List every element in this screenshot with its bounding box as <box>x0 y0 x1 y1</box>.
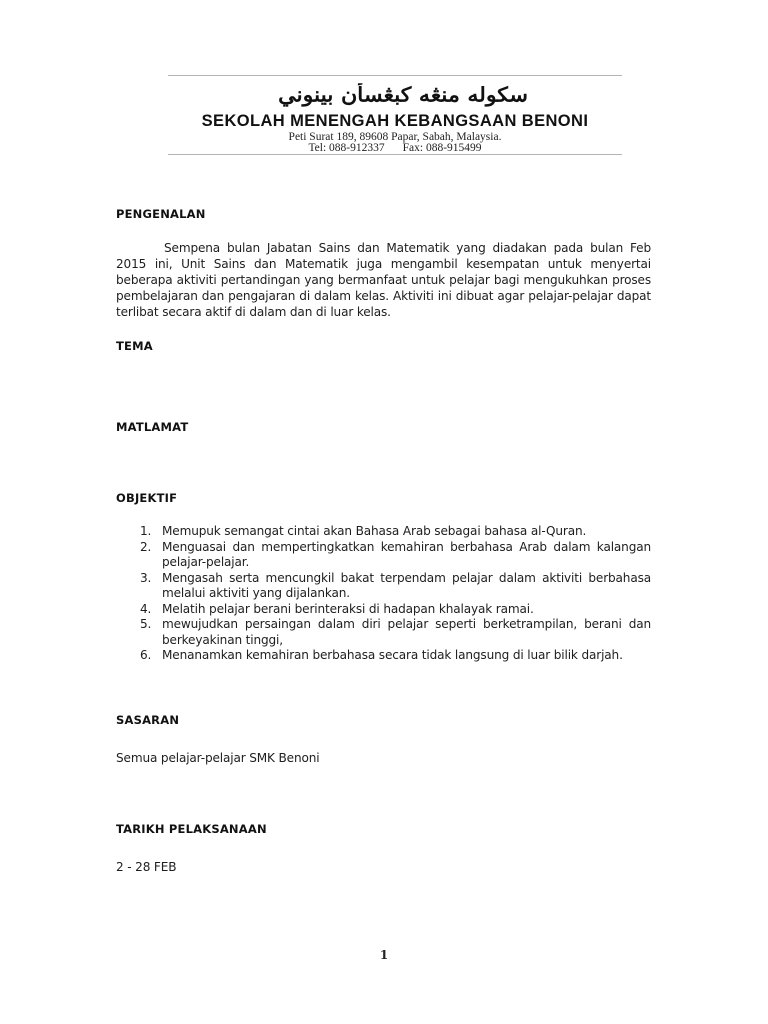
sasaran-text: Semua pelajar-pelajar SMK Benoni <box>116 751 320 765</box>
heading-tarikh-pelaksanaan: TARIKH PELAKSANAAN <box>116 822 267 836</box>
list-number: 4. <box>140 601 152 616</box>
objektif-item <box>140 524 651 540</box>
pengenalan-paragraph: Sempena bulan Jabatan Sains dan Matematik yang diadakan pada bulan Feb 2015 ini, Unit Sains dan Matematik juga mengambil kesempatan untuk menyertai beberapa aktiviti pertandingan yang bermanfaat untuk pelajar bagi mengukuhkan proses pembelajaran dan pengajaran di dalam kelas. Aktiviti ini dibuat agar pelajar-pelajar dapat terlibat secara aktif di dalam dan di luar kelas. <box>116 241 651 319</box>
list-number: 5. <box>140 617 152 631</box>
page-number: 1 <box>379 948 389 962</box>
heading-pengenalan: PENGENALAN <box>116 207 206 221</box>
list-number: 1. <box>140 524 152 538</box>
heading-matlamat: MATLAMAT <box>116 420 189 434</box>
heading-sasaran: SASARAN <box>116 713 180 727</box>
school-name-jawi: سكوله منڠه كبڠسأن بينوني <box>278 83 528 107</box>
school-fax: Fax: 088-915499 <box>402 142 482 154</box>
school-name: SEKOLAH MENENGAH KEBANGSAAN BENONI <box>201 112 589 130</box>
tarikh-text: 2 - 28 FEB <box>116 860 177 874</box>
heading-tema: TEMA <box>116 339 153 353</box>
objektif-item <box>140 571 651 602</box>
school-tel: Tel: 088-912337 <box>308 142 385 154</box>
school-address-block <box>168 132 622 154</box>
list-text: Menguasai dan mempertingkatkan kemahiran berbahasa Arab dalam kalangan pelajar-pelajar. <box>162 539 651 569</box>
list-text: Memupuk semangat cintai akan Bahasa Arab sebagai bahasa al-Quran. <box>162 524 587 538</box>
school-address: Peti Surat 189, 89608 Papar, Sabah, Malaysia. <box>288 131 502 143</box>
list-number: 2. <box>140 539 152 554</box>
objektif-list <box>140 524 651 664</box>
heading-objektif: OBJEKTIF <box>116 491 178 505</box>
list-text: Mengasah serta mencungkil bakat terpendam pelajar dalam aktiviti berbahasa melalui aktiviti yang dijalankan. <box>162 570 651 600</box>
objektif-item <box>140 602 651 618</box>
letterhead <box>168 75 622 155</box>
objektif-item <box>140 648 651 664</box>
list-text: mewujudkan persaingan dalam diri pelajar seperti berketrampilan, berani dan berkeyakinan tinggi, <box>162 617 651 647</box>
objektif-item <box>140 617 651 648</box>
list-number: 3. <box>140 570 152 585</box>
list-text: Melatih pelajar berani berinteraksi di hadapan khalayak ramai. <box>162 601 534 616</box>
list-text: Menanamkan kemahiran berbahasa secara tidak langsung di luar bilik darjah. <box>162 648 623 662</box>
objektif-item <box>140 540 651 571</box>
school-contact <box>168 143 622 154</box>
list-number: 6. <box>140 648 152 662</box>
